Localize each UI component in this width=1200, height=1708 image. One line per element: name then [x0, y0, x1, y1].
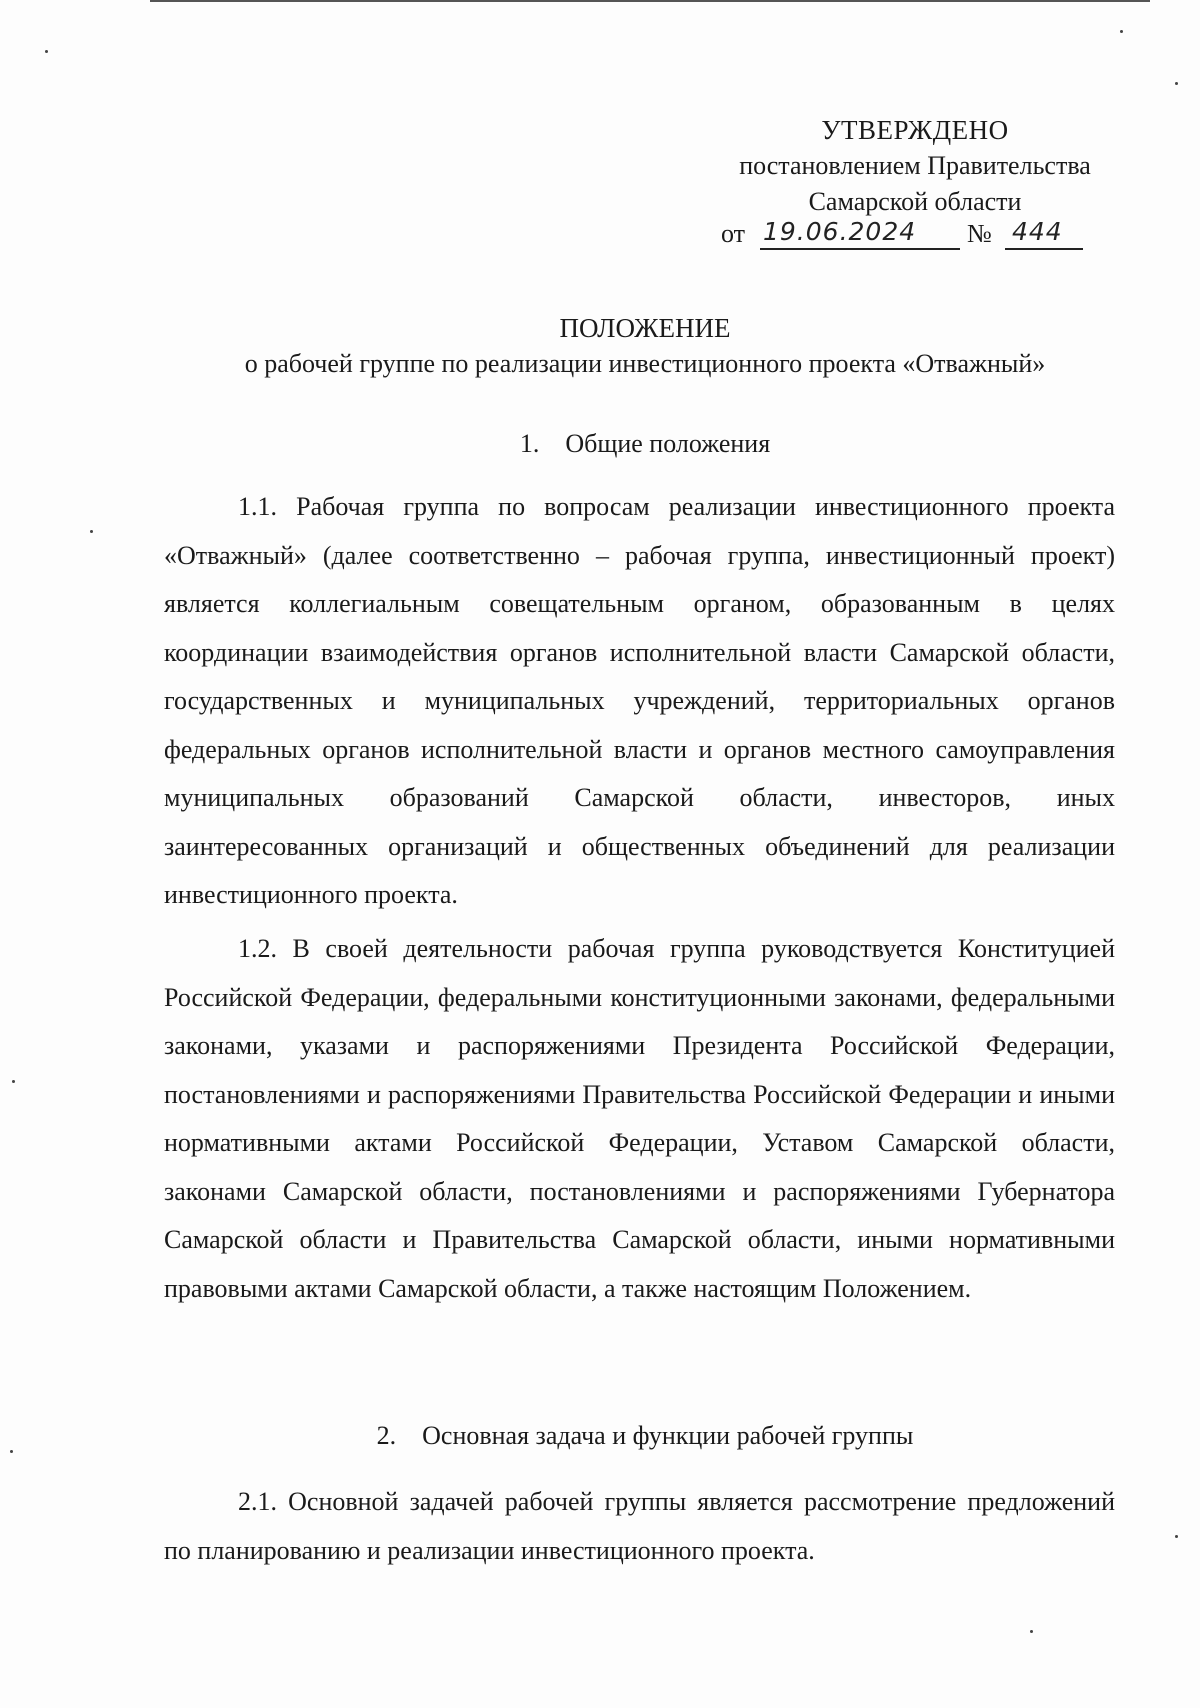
scan-edge-line — [150, 0, 1150, 2]
section-heading: 2. Основная задача и функции рабочей группы — [376, 1421, 914, 1450]
document-title: ПОЛОЖЕНИЕ — [559, 313, 731, 343]
section-heading: 1. Общие положения — [519, 429, 771, 458]
date-underline — [760, 248, 960, 250]
handwritten-number: 444 — [1012, 217, 1063, 246]
number-label: № — [967, 219, 992, 248]
document-subtitle: о рабочей группе по реализации инвестиционного проекта «Отважный» — [244, 349, 1046, 378]
approval-date-number-line — [700, 216, 1160, 256]
from-label: от — [721, 219, 746, 248]
approval-stamp-block — [700, 112, 1130, 220]
scan-speck — [1030, 1630, 1033, 1633]
number-underline — [1005, 248, 1083, 250]
scan-speck — [90, 530, 93, 533]
scan-speck — [12, 1080, 15, 1083]
scan-speck — [1175, 1535, 1178, 1538]
approval-line-2: Самарской области — [808, 187, 1022, 216]
scan-speck — [1175, 82, 1178, 85]
paragraph-1-1: 1.1. Рабочая группа по вопросам реализации инвестиционного проекта «Отважный» (далее соответственно – рабочая группа, инвестиционный проект) является коллегиальным совещательным органом, образованным в целях координации взаимодействия органов исполнительной власти Самарской области, государственных и муниципальных учреждений, территориальных органов федеральных органов исполнительной власти и органов местного самоуправления муниципальных образований Самарской области, инвесторов, иных заинтересованных организаций и общественных объединений для реализации инвестиционного проекта. — [164, 492, 1115, 909]
handwritten-date: 19.06.2024 — [763, 217, 917, 246]
scan-speck — [45, 50, 48, 53]
scan-speck — [1120, 30, 1123, 33]
approval-line-1: постановлением Правительства — [739, 151, 1091, 180]
paragraph-2-1: 2.1. Основной задачей рабочей группы является рассмотрение предложений по планированию и реализации инвестиционного проекта. — [164, 1487, 1115, 1565]
paragraph-1-2: 1.2. В своей деятельности рабочая группа руководствуется Конституцией Российской Федерации, федеральными конституционными законами, федеральными законами, указами и распоряжениями Президента Российской Федерации, постановлениями и распоряжениями Правительства Российской Федерации и иными нормативными актами Российской Федерации, Уставом Самарской области, законами Самарской области, постановлениями и распоряжениями Губернатора Самарской области и Правительства Самарской области, иными нормативными правовыми актами Самарской области, а также настоящим Положением. — [164, 934, 1115, 1303]
approval-title: УТВЕРЖДЕНО — [821, 115, 1009, 145]
